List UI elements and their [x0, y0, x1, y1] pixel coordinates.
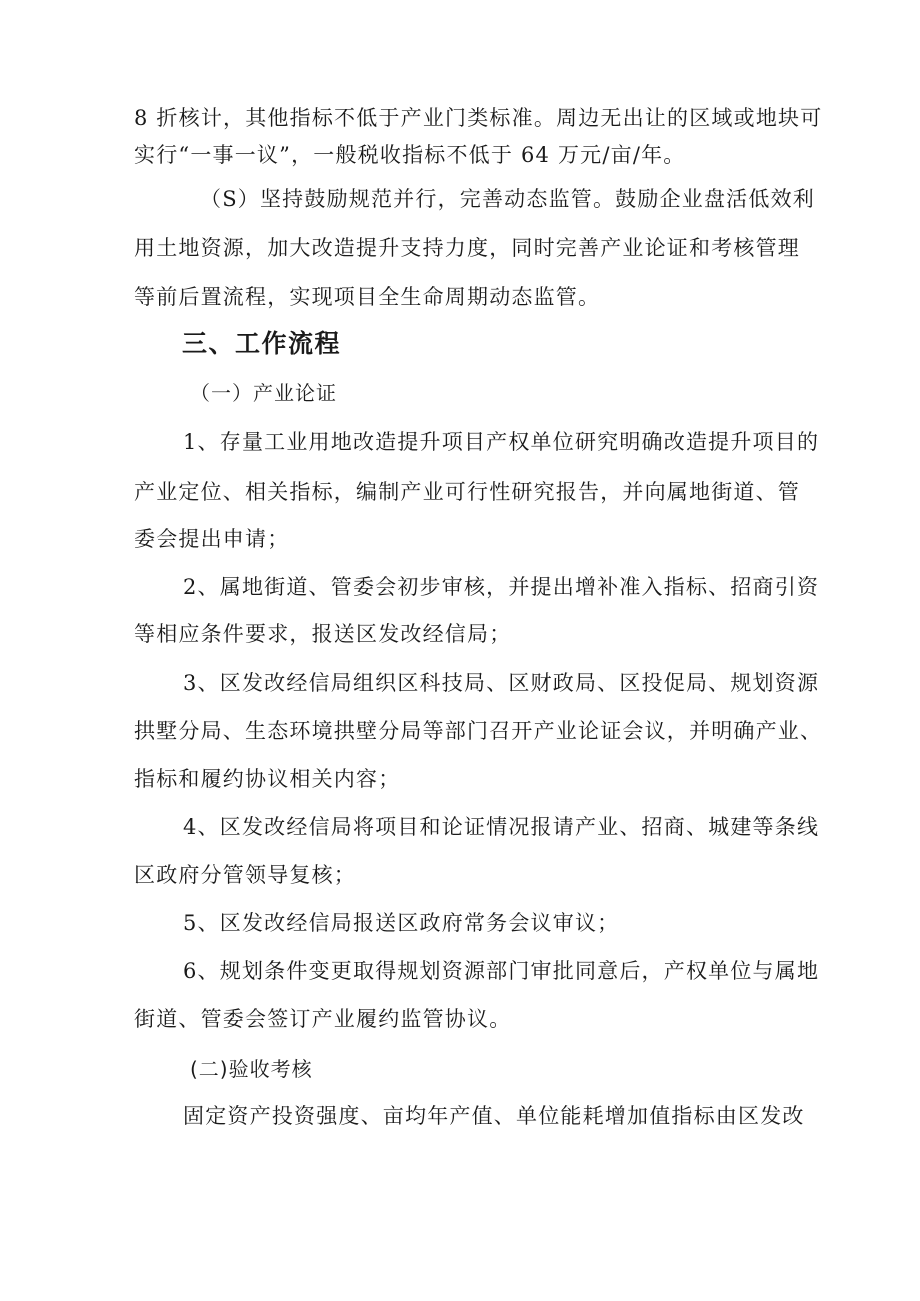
item-2-line-1: 2、属地街道、管委会初步审核，并提出增补准入指标、招商引资	[183, 575, 820, 599]
para-s-line-1: （S）坚持鼓励规范并行，完善动态监管。鼓励企业盘活低效利	[200, 187, 815, 211]
closing-line-1: 固定资产投资强度、亩均年产值、单位能耗增加值指标由区发改	[183, 1104, 805, 1128]
item-1-line-2: 产业定位、相关指标，编制产业可行性研究报告，并向属地街道、管	[134, 480, 800, 504]
item-5-line-1: 5、区发改经信局报送区政府常务会议审议；	[183, 911, 620, 935]
para-s-line-3: 等前后置流程，实现项目全生命周期动态监管。	[134, 285, 601, 309]
item-4-line-1: 4、区发改经信局将项目和论证情况报请产业、招商、城建等条线	[183, 815, 820, 839]
item-4-line-2: 区政府分管领导复核；	[134, 863, 356, 887]
item-1-line-3: 委会提出申请；	[134, 527, 290, 551]
section-heading: 三、工作流程	[182, 329, 342, 358]
item-6-line-2: 街道、管委会签订产业履约监管协议。	[134, 1007, 512, 1031]
item-6-line-1: 6、规划条件变更取得规划资源部门审批同意后，产权单位与属地	[183, 959, 820, 983]
para-s-line-2: 用土地资源，加大改造提升支持力度，同时完善产业论证和考核管理	[134, 236, 800, 260]
intro-line-2: 实行“一事一议”，一般税收指标不低于 64 万元/亩/年。	[134, 143, 686, 167]
item-3-line-1: 3、区发改经信局组织区科技局、区财政局、区投促局、规划资源	[183, 671, 820, 695]
sub-heading-acceptance: (二)验收考核	[190, 1057, 313, 1081]
item-1-line-1: 1、存量工业用地改造提升项目产权单位研究明确改造提升项目的	[183, 430, 820, 454]
intro-line-1: 8 折核计，其他指标不低于产业门类标准。周边无出让的区域或地块可	[134, 106, 823, 130]
item-3-line-3: 指标和履约协议相关内容；	[134, 767, 401, 791]
item-2-line-2: 等相应条件要求，报送区发改经信局；	[134, 622, 512, 646]
item-3-line-2: 拱墅分局、生态环境拱壁分局等部门召开产业论证会议，并明确产业、	[134, 719, 823, 743]
sub-heading-industry: （一）产业论证	[190, 381, 337, 405]
